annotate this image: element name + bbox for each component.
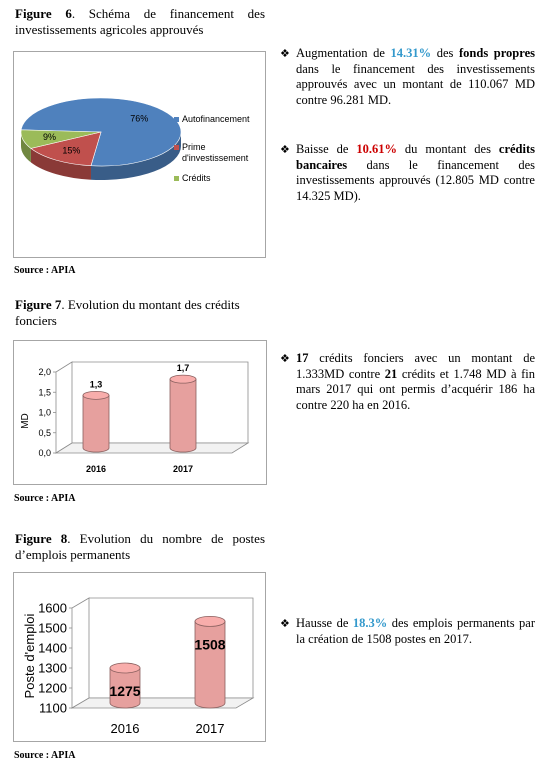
highlight-percentage: 10.61%: [356, 142, 397, 156]
figure-7-chart-frame: [13, 340, 267, 485]
y-tick-label: 0,5: [38, 427, 51, 438]
chart-side-wall: [72, 598, 89, 708]
bullet-emplois: [280, 616, 535, 647]
figure-7-caption: [15, 297, 265, 329]
figure-7-label: Figure 7: [15, 297, 62, 312]
diamond-bullet-icon: ❖: [280, 47, 290, 60]
pie-label-1: 15%: [62, 145, 81, 156]
bar-value-label-2017: 1,7: [176, 363, 190, 374]
bold-term: crédits bancaires: [296, 142, 535, 172]
chart-floor: [72, 698, 253, 708]
figure-6-label: Figure 6: [15, 6, 72, 21]
bullet-fonds-propres-text: [280, 46, 535, 108]
figure-7-title: . Evolution du montant des crédits fonciers: [15, 297, 240, 328]
text-segment: Hausse de: [296, 616, 353, 630]
y-tick-label: 1100: [39, 700, 67, 716]
pie-label-2: 9%: [42, 131, 56, 142]
highlight-percentage: 18.3%: [352, 616, 388, 630]
y-tick-label: 1,5: [38, 387, 51, 398]
y-tick-label: 1,0: [38, 407, 51, 418]
bold-term: fonds propres: [459, 46, 535, 60]
bullet-emplois-text: [280, 616, 535, 647]
y-tick-label: 1400: [38, 640, 67, 656]
figure-8-source: Source : APIA: [14, 750, 76, 761]
legend-item-credits: [174, 173, 266, 187]
figure-8-bar-chart: [14, 573, 265, 741]
figure-6-source: Source : APIA: [14, 265, 76, 276]
bar-body-2017: [195, 621, 225, 708]
legend-item-autofinancement: [174, 114, 266, 142]
figure-8-caption: [15, 531, 265, 563]
y-tick-label: 1600: [38, 600, 67, 616]
x-category-label-2016: 2016: [110, 721, 140, 736]
diamond-bullet-icon: ❖: [280, 352, 290, 365]
figure-6-chart-frame: [13, 51, 266, 258]
text-segment: crédits et 1.748 MD à fin mars 2017 qui ont permis d’acquérir 186 ha contre 220 ha en 2016.: [296, 366, 536, 412]
y-axis-label: Poste d'emploi: [22, 613, 37, 699]
figure-8-label: Figure 8: [15, 531, 68, 546]
bar-top-2017: [170, 375, 196, 383]
legend-item-prime: [174, 142, 266, 173]
bold-number: 21: [384, 366, 398, 381]
bar-value-label-2017: 1508: [194, 636, 226, 653]
text-segment: crédits fonciers avec un montant de 1.333MD contre: [296, 351, 535, 381]
bar-top-2017: [195, 616, 225, 626]
chart-side-wall: [56, 362, 72, 453]
y-tick-label: 1200: [38, 680, 67, 696]
text-segment: Augmentation de: [296, 46, 391, 60]
x-category-label-2016: 2016: [85, 464, 107, 474]
bar-body-2016: [83, 395, 109, 452]
legend-label-autofinancement: Autofinancement: [182, 114, 250, 124]
bullet-credits-fonciers-text: [280, 351, 535, 413]
figure-7-source: Source : APIA: [14, 493, 76, 504]
figure-8-chart-frame: [13, 572, 266, 742]
bullet-fonds-propres: [280, 46, 535, 108]
figure-6-title: . Schéma de financement des investissements agricoles approuvés: [15, 6, 265, 37]
legend-swatch-autofinancement: [174, 117, 179, 122]
figure-7-bar-chart: [14, 341, 266, 484]
legend-label-prime: Prime d'investissement: [182, 142, 249, 163]
bar-top-2016: [110, 663, 140, 673]
bar-top-2016: [83, 391, 109, 399]
bullet-credits-fonciers: [280, 351, 535, 413]
diamond-bullet-icon: ❖: [280, 617, 290, 630]
figure-6-legend: [174, 114, 266, 187]
text-segment: dans le financement des investissements approuvés (12.805 MD contre 14.325 MD).: [296, 157, 535, 203]
text-segment: des: [431, 46, 459, 60]
bullet-credits-bancaires-text: [280, 142, 535, 204]
y-tick-label: 2,0: [38, 367, 51, 378]
text-segment: dans le financement des investissements approuvés avec un montant de 110.067 MD contre 96.281 MD.: [296, 61, 535, 107]
bar-body-2017: [170, 379, 196, 452]
x-category-label-2017: 2017: [195, 721, 225, 736]
legend-label-credits: Crédits: [182, 173, 211, 183]
bar-value-label-2016: 1275: [109, 683, 141, 699]
y-axis-label: MD: [20, 413, 31, 429]
highlight-percentage: 14.31%: [390, 46, 432, 60]
y-tick-label: 1300: [38, 660, 67, 676]
legend-swatch-prime: [174, 145, 179, 150]
bold-number: 17: [296, 351, 309, 365]
y-tick-label: 0,0: [38, 448, 51, 459]
figure-6-caption: [15, 6, 265, 38]
x-category-label-2017: 2017: [172, 464, 194, 474]
y-tick-label: 1500: [38, 620, 67, 636]
bar-value-label-2016: 1,3: [89, 379, 103, 390]
text-segment: Baisse de: [296, 142, 357, 156]
text-segment: du montant des: [396, 142, 499, 156]
bullet-credits-bancaires: [280, 142, 535, 204]
legend-swatch-credits: [174, 176, 179, 181]
pie-label-0: 76%: [130, 113, 149, 124]
figure-8-title: . Evolution du nombre de postes d’emplois permanents: [15, 531, 265, 562]
diamond-bullet-icon: ❖: [280, 143, 290, 156]
text-segment: des emplois permanents par la création de 1508 postes en 2017.: [296, 616, 535, 646]
